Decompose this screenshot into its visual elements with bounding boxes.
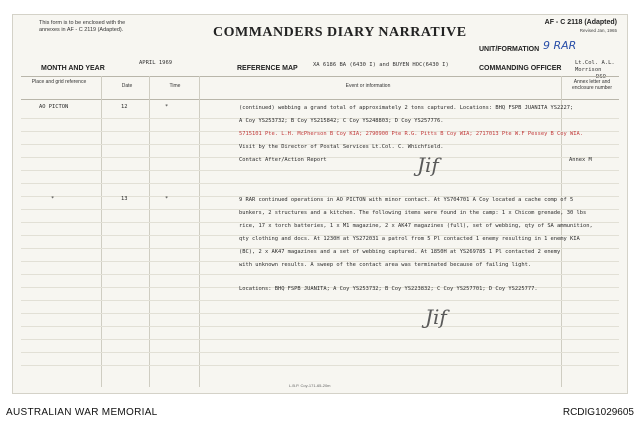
row-rule: [21, 326, 619, 327]
reference-map-value: XA 6186 BA (6430 I) and BUYEN HOC(6430 I): [313, 62, 449, 68]
row-rule: [21, 300, 619, 301]
commanding-officer-label: COMMANDING OFFICER: [479, 65, 562, 72]
enclose-note: [39, 20, 149, 34]
commanding-officer-name: Lt.Col. A.L. Morrison: [575, 60, 615, 73]
row-rule: [21, 352, 619, 353]
table-top-rule: [21, 76, 619, 77]
entry-2-signature: Jif: [425, 305, 447, 329]
entry-1-date: 12: [121, 104, 128, 110]
col-divider: [149, 76, 150, 387]
entry-2-line: with unknown results. A sweep of the contact area was terminated because of failing light.: [239, 262, 532, 268]
col-header-place: Place and grid reference: [31, 79, 87, 85]
entry-2-line: rice, 17 x torch batteries, 1 x M1 magazine, 2 x AK47 magazines (full), set of webbing, qty of SA ammunition,: [239, 223, 593, 229]
entry-2-place: *: [51, 196, 55, 202]
col-divider: [561, 76, 562, 387]
entry-1-line: Visit by the Director of Postal Services Lt.Col. C. Whichfield.: [239, 144, 444, 150]
entry-2-line: bunkers, 2 structures and a kitchen. The following items were found in the camp: 1 x Chicom grenade, 30 lbs: [239, 210, 587, 216]
entry-2-line: 9 RAR continued operations in AO PICTON with minor contact. At YS704701 A Coy located a cache comp of 5: [239, 197, 574, 203]
col-header-date: Date: [121, 83, 133, 89]
row-rule: [21, 339, 619, 340]
entry-2-date: 13: [121, 196, 128, 202]
entry-2-time: *: [165, 196, 169, 202]
row-rule: [21, 365, 619, 366]
commanding-officer-award: DSO: [596, 74, 606, 80]
unit-value: 9 RAR: [543, 39, 577, 52]
col-header-annex: Annex letter and enclosure number: [571, 79, 613, 91]
entry-2-line: qty clothing and docs. At 1230H at YS272031 a patrol from 5 Pl contacted 1 enemy resulting in 1 enemy KIA: [239, 236, 580, 242]
table-header-rule: [21, 99, 619, 100]
page-title: COMMANDERS DIARY NARRATIVE: [213, 25, 467, 40]
row-rule: [21, 313, 619, 314]
entry-1-place: AO PICTON: [39, 104, 69, 110]
entry-1-annex: Annex M: [569, 157, 592, 163]
enclose-note-line-2: annexes in AF - C 2119 (Adapted).: [39, 27, 124, 33]
entry-1-line-casualties: 5715101 Pte. L.H. McPherson B Coy KIA; 2790900 Pte R.G. Pitts B Coy WIA; 2717013 Pte W.F Pessey B Coy WIA.: [239, 131, 584, 137]
col-header-time: Time: [169, 83, 181, 89]
form-code: AF - C 2118 (Adapted): [544, 19, 617, 26]
row-rule: [21, 183, 619, 184]
col-header-event: Event or information: [345, 83, 391, 89]
month-value: APRIL 1969: [139, 60, 173, 66]
revised-date: Revised Jan, 1965: [579, 28, 617, 33]
entry-1-line: (continued) webbing a grand total of approximately 2 tons captured. Locations: BHQ FSPB JUANITA YS2227;: [239, 105, 574, 111]
entry-1-line: A Coy YS253732; B Coy YS215842; C Coy YS248803; D Coy YS257776.: [239, 118, 444, 124]
print-note: L.B.P. Coy-171-65-20m: [289, 383, 331, 388]
col-divider: [199, 76, 200, 387]
unit-label: UNIT/FORMATION: [479, 46, 540, 53]
entry-1-line: Contact After/Action Report: [239, 157, 327, 163]
row-rule: [21, 274, 619, 275]
month-label: MONTH AND YEAR: [41, 65, 105, 72]
row-rule: [21, 170, 619, 171]
entry-2-line: (BC), 2 x AK47 magazines and a set of webbing captured. At 1850H at YS269785 1 Pl contacted 2 enemy: [239, 249, 561, 255]
commanding-officer-value: [575, 60, 627, 81]
entry-1-time: *: [165, 104, 169, 110]
entry-1-signature: Jif: [417, 153, 439, 177]
diary-sheet: [12, 14, 628, 394]
enclose-note-line-1: This form is to be enclosed with the: [39, 20, 126, 26]
entry-2-line: Locations: BHQ FSPB JUANITA; A Coy YS253732; B Coy YS223832; C Coy YS257701; D Coy YS225777.: [239, 286, 538, 292]
col-divider: [101, 76, 102, 387]
catalogue-number: RCDIG1029605: [562, 407, 634, 418]
archive-name: AUSTRALIAN WAR MEMORIAL: [6, 407, 158, 418]
reference-map-label: REFERENCE MAP: [237, 65, 298, 72]
